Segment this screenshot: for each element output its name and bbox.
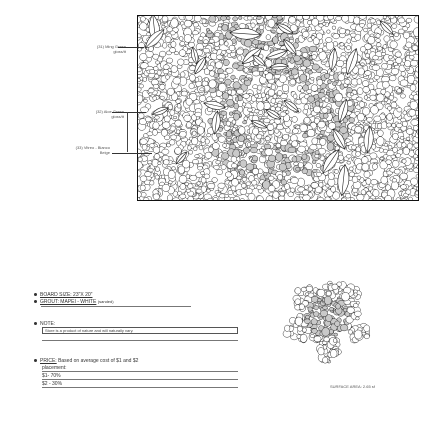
bullet-icon bbox=[34, 300, 37, 303]
divider bbox=[42, 379, 238, 380]
medallion-pattern bbox=[276, 268, 380, 366]
grout-note: (sanded) bbox=[97, 299, 114, 304]
callout-sublabel: gloss/tt bbox=[113, 49, 126, 54]
spec-price: PRICE: Based on average cost of $1 and $2 bbox=[34, 358, 138, 364]
divider bbox=[42, 387, 238, 388]
spec-grout: GROUT: MAPEI - WHITE (sanded) bbox=[34, 299, 114, 305]
spec-note: NOTE: bbox=[34, 321, 55, 327]
divider bbox=[41, 306, 191, 307]
divider bbox=[42, 371, 238, 372]
price-tier-1: $1- 70% bbox=[42, 373, 61, 379]
callout-vitreo-bianco bbox=[50, 145, 110, 155]
bullet-icon bbox=[34, 322, 37, 325]
leader-line bbox=[112, 112, 146, 113]
leader-line bbox=[112, 153, 152, 154]
price-tier-2: $2 - 30% bbox=[42, 381, 63, 387]
callout-sublabel: gloss/tt bbox=[111, 114, 124, 119]
callout-label: (32) Aloe Green bbox=[95, 109, 124, 114]
bullet-icon bbox=[34, 359, 37, 362]
callout-aloe-green bbox=[64, 109, 124, 119]
note-text-box: Store is a product of nature and will naturally vary. bbox=[42, 327, 238, 334]
surface-area-label: SURFACE AREA: 2.65 sf bbox=[330, 384, 375, 389]
mosaic-artwork bbox=[137, 15, 419, 201]
callout-label: (31) Ming Green bbox=[96, 44, 126, 49]
price-text: Based on average cost of $1 and $2 bbox=[58, 358, 139, 364]
leader-tick bbox=[127, 112, 128, 152]
spec-board-size: BOARD SIZE: 23"X 20" bbox=[34, 292, 92, 298]
leader-line bbox=[118, 47, 144, 48]
callout-ming-green bbox=[66, 44, 126, 54]
callout-sublabel: Beige bbox=[99, 150, 110, 155]
callout-label: (33) Vitreo - Bianco bbox=[75, 145, 110, 150]
bullet-icon bbox=[34, 293, 37, 296]
mosaic-medallion bbox=[276, 268, 380, 366]
divider bbox=[42, 340, 238, 341]
placement-label: placement: bbox=[42, 365, 67, 371]
mosaic-pattern bbox=[138, 16, 419, 201]
